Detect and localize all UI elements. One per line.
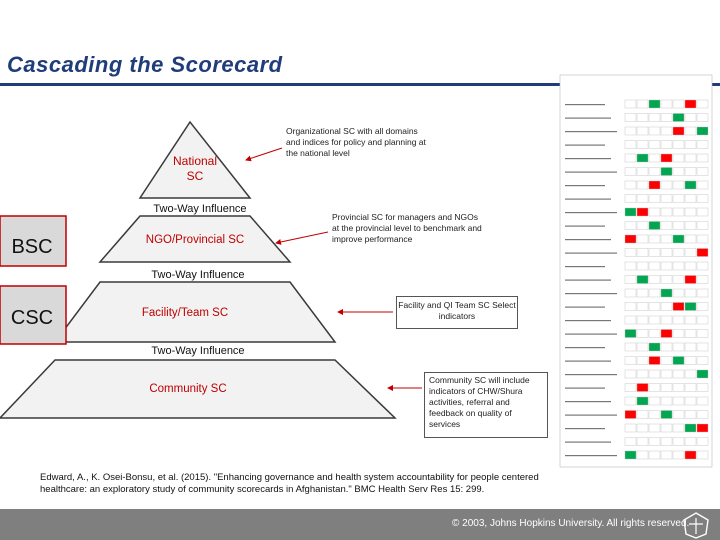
scorecard-cell (697, 330, 708, 338)
scorecard-row-label (565, 185, 605, 186)
scorecard-cell (661, 451, 672, 459)
scorecard-cell (685, 262, 696, 270)
scorecard-cell (637, 424, 648, 432)
scorecard-cell (661, 168, 672, 176)
scorecard-cell (673, 168, 684, 176)
ngo-provincial-sc-label: NGO/Provincial SC (145, 234, 245, 246)
scorecard-cell (685, 411, 696, 419)
scorecard-cell (685, 303, 696, 311)
scorecard-cell (625, 384, 636, 392)
citation: Edward, A., K. Osei-Bonsu, et al. (2015). "Enhancing governance and health system accountability for people centered healthcare: an exploratory study of community scorecards in Afghanistan." BMC Health Serv Res 15: 299. (40, 472, 539, 495)
scorecard-cell (661, 438, 672, 446)
scorecard-cell (685, 154, 696, 162)
scorecard-cell (673, 451, 684, 459)
scorecard-cell (649, 411, 660, 419)
scorecard-cell (697, 181, 708, 189)
scorecard-cell (697, 411, 708, 419)
scorecard-cell (649, 154, 660, 162)
scorecard-cell (685, 397, 696, 405)
scorecard-cell (673, 100, 684, 108)
scorecard-cell (649, 451, 660, 459)
scorecard-cell (697, 316, 708, 324)
scorecard-cell (661, 154, 672, 162)
scorecard-cell (649, 303, 660, 311)
scorecard-cell (697, 222, 708, 230)
scorecard-cell (649, 235, 660, 243)
scorecard-cell (637, 330, 648, 338)
scorecard-cell (673, 276, 684, 284)
scorecard-cell (673, 127, 684, 135)
scorecard-cell (673, 397, 684, 405)
facility-annotation-box (396, 296, 518, 329)
scorecard-cell (625, 181, 636, 189)
scorecard-cell (625, 370, 636, 378)
scorecard-cell (673, 222, 684, 230)
scorecard-row-label (565, 104, 605, 105)
scorecard-cell (625, 208, 636, 216)
scorecard-cell (625, 100, 636, 108)
two-way-influence-3: Two-Way Influence (151, 345, 245, 357)
scorecard-cell (637, 195, 648, 203)
scorecard-cell (625, 451, 636, 459)
scorecard-cell (685, 384, 696, 392)
scorecard-cell (673, 114, 684, 122)
facility-annotation: Facility and QI Team SC Select indicators (398, 300, 516, 321)
scorecard-thumbnail (555, 72, 715, 472)
scorecard-cell (697, 357, 708, 365)
scorecard-cell (685, 222, 696, 230)
scorecard-cell (697, 154, 708, 162)
scorecard-cell (637, 114, 648, 122)
scorecard-cell (637, 276, 648, 284)
scorecard-cell (661, 222, 672, 230)
scorecard-cell (625, 195, 636, 203)
scorecard-row-label (565, 293, 617, 294)
scorecard-cell (637, 168, 648, 176)
university-seal-icon (678, 510, 714, 540)
scorecard-cell (685, 316, 696, 324)
scorecard-cell (649, 343, 660, 351)
scorecard-cell (685, 114, 696, 122)
facility-team-sc-label: Facility/Team SC (141, 307, 229, 319)
scorecard-cell (697, 141, 708, 149)
scorecard-row-label (565, 212, 617, 213)
scorecard-cell (697, 370, 708, 378)
scorecard-cell (673, 384, 684, 392)
scorecard-row-label (565, 118, 611, 119)
scorecard-cell (685, 100, 696, 108)
scorecard-cell (649, 424, 660, 432)
scorecard-row-label (565, 320, 611, 321)
bsc-badge-label: BSC (11, 236, 53, 258)
scorecard-cell (673, 141, 684, 149)
scorecard-cell (685, 235, 696, 243)
scorecard-cell (661, 316, 672, 324)
scorecard-cell (697, 235, 708, 243)
scorecard-row-label (565, 361, 611, 362)
scorecard-cell (637, 303, 648, 311)
scorecard-cell (673, 316, 684, 324)
scorecard-cell (649, 357, 660, 365)
scorecard-cell (661, 370, 672, 378)
scorecard-cell (625, 357, 636, 365)
csc-badge-label: CSC (10, 307, 54, 329)
scorecard-row-label (565, 401, 611, 402)
scorecard-cell (661, 181, 672, 189)
scorecard-row-label (565, 455, 617, 456)
scorecard-row-label (565, 266, 605, 267)
scorecard-cell (661, 195, 672, 203)
scorecard-cell (625, 154, 636, 162)
scorecard-cell (661, 276, 672, 284)
scorecard-cell (625, 397, 636, 405)
scorecard-cell (649, 100, 660, 108)
copyright-text: © 2003, Johns Hopkins University. All rights reserved. (452, 518, 690, 529)
scorecard-cell (637, 316, 648, 324)
scorecard-cell (697, 127, 708, 135)
scorecard-cell (685, 141, 696, 149)
scorecard-row-label (565, 131, 617, 132)
scorecard-row-label (565, 307, 605, 308)
scorecard-row-label (565, 388, 605, 389)
scorecard-row-label (565, 226, 605, 227)
scorecard-cell (625, 276, 636, 284)
scorecard-cell (637, 262, 648, 270)
scorecard-cell (625, 289, 636, 297)
scorecard-cell (649, 276, 660, 284)
scorecard-cell (649, 208, 660, 216)
scorecard-cell (649, 316, 660, 324)
scorecard-cell (637, 343, 648, 351)
scorecard-cell (685, 451, 696, 459)
scorecard-cell (673, 411, 684, 419)
scorecard-cell (625, 438, 636, 446)
scorecard-cell (697, 195, 708, 203)
scorecard-cell (649, 370, 660, 378)
scorecard-cell (697, 168, 708, 176)
scorecard-cell (685, 168, 696, 176)
scorecard-cell (661, 343, 672, 351)
national-arrow (246, 148, 282, 160)
community-annotation-box (424, 372, 548, 438)
scorecard-cell (649, 397, 660, 405)
scorecard-cell (685, 424, 696, 432)
scorecard-cell (673, 262, 684, 270)
community-sc-label: Community SC (149, 383, 227, 395)
scorecard-cell (673, 303, 684, 311)
scorecard-cell (625, 316, 636, 324)
scorecard-cell (697, 438, 708, 446)
scorecard-cell (637, 384, 648, 392)
scorecard-cell (697, 262, 708, 270)
scorecard-cell (625, 343, 636, 351)
scorecard-cell (697, 424, 708, 432)
scorecard-cell (685, 208, 696, 216)
scorecard-cell (661, 235, 672, 243)
scorecard-cell (625, 262, 636, 270)
two-way-influence-2: Two-Way Influence (151, 269, 245, 281)
scorecard-cell (637, 289, 648, 297)
national-sc-label-line2: SC (186, 169, 204, 183)
scorecard-cell (661, 127, 672, 135)
scorecard-cell (685, 276, 696, 284)
scorecard-cell (649, 438, 660, 446)
scorecard-cell (625, 127, 636, 135)
scorecard-cell (637, 154, 648, 162)
scorecard-cell (661, 100, 672, 108)
scorecard-cell (637, 249, 648, 257)
scorecard-cell (637, 208, 648, 216)
scorecard-cell (625, 424, 636, 432)
scorecard-cell (625, 114, 636, 122)
scorecard-cell (697, 114, 708, 122)
scorecard-cell (637, 141, 648, 149)
scorecard-cell (673, 424, 684, 432)
scorecard-cell (697, 303, 708, 311)
scorecard-cell (649, 195, 660, 203)
scorecard-cell (661, 249, 672, 257)
scorecard-cell (685, 438, 696, 446)
scorecard-cell (649, 222, 660, 230)
scorecard-cell (637, 222, 648, 230)
scorecard-row-label (565, 442, 611, 443)
scorecard-row-label (565, 428, 605, 429)
national-annotation: Organizational SC with all domains and indices for policy and planning at the national level (286, 126, 426, 158)
scorecard-cell (673, 438, 684, 446)
scorecard-cell (697, 451, 708, 459)
scorecard-row-label (565, 280, 611, 281)
scorecard-cell (685, 181, 696, 189)
scorecard-cell (649, 262, 660, 270)
scorecard-cell (637, 127, 648, 135)
scorecard-cell (625, 330, 636, 338)
scorecard-row-label (565, 145, 605, 146)
scorecard-cell (625, 168, 636, 176)
scorecard-row-label (565, 253, 617, 254)
two-way-influence-1: Two-Way Influence (153, 203, 247, 215)
scorecard-cell (661, 262, 672, 270)
scorecard-cell (661, 289, 672, 297)
scorecard-cell (673, 343, 684, 351)
scorecard-cell (697, 100, 708, 108)
scorecard-cell (685, 249, 696, 257)
scorecard-cell (673, 370, 684, 378)
scorecard-cell (625, 222, 636, 230)
page-title: Cascading the Scorecard (7, 52, 283, 77)
scorecard-cell (661, 397, 672, 405)
scorecard-row-label (565, 374, 617, 375)
scorecard-cell (649, 168, 660, 176)
national-sc-label-line1: National (172, 154, 218, 168)
scorecard-cell (661, 357, 672, 365)
scorecard-cell (625, 235, 636, 243)
scorecard-row-label (565, 334, 617, 335)
scorecard-cell (649, 249, 660, 257)
scorecard-cell (637, 438, 648, 446)
scorecard-cell (649, 127, 660, 135)
scorecard-cell (673, 289, 684, 297)
scorecard-cell (649, 141, 660, 149)
scorecard-row-label (565, 347, 605, 348)
scorecard-cell (637, 370, 648, 378)
scorecard-cell (661, 411, 672, 419)
scorecard-cell (685, 289, 696, 297)
scorecard-cell (649, 181, 660, 189)
scorecard-cell (697, 208, 708, 216)
scorecard-cell (649, 330, 660, 338)
scorecard-cell (637, 451, 648, 459)
scorecard-cell (649, 289, 660, 297)
scorecard-cell (685, 127, 696, 135)
scorecard-cell (637, 100, 648, 108)
scorecard-cell (685, 195, 696, 203)
scorecard-cell (637, 181, 648, 189)
scorecard-cell (673, 357, 684, 365)
scorecard-cell (661, 384, 672, 392)
scorecard-cell (673, 235, 684, 243)
scorecard-cell (661, 141, 672, 149)
scorecard-cell (625, 141, 636, 149)
scorecard-cell (697, 397, 708, 405)
scorecard-cell (673, 208, 684, 216)
scorecard-row-label (565, 239, 611, 240)
scorecard-cell (673, 154, 684, 162)
scorecard-cell (637, 235, 648, 243)
scorecard-cell (625, 303, 636, 311)
scorecard-cell (697, 289, 708, 297)
scorecard-cell (697, 343, 708, 351)
scorecard-cell (673, 330, 684, 338)
scorecard-cell (661, 303, 672, 311)
scorecard-row-label (565, 172, 617, 173)
scorecard-cell (697, 249, 708, 257)
scorecard-cell (673, 249, 684, 257)
scorecard-row-label (565, 415, 617, 416)
scorecard-cell (697, 384, 708, 392)
scorecard-cell (685, 330, 696, 338)
scorecard-cell (649, 384, 660, 392)
scorecard-cell (685, 357, 696, 365)
scorecard-row-label (565, 158, 611, 159)
scorecard-cell (661, 208, 672, 216)
scorecard-cell (637, 357, 648, 365)
scorecard-cell (685, 343, 696, 351)
provincial-annotation: Provincial SC for managers and NGOs at the provincial level to benchmark and improve performance (332, 212, 482, 244)
scorecard-row-label (565, 199, 611, 200)
scorecard-cell (661, 424, 672, 432)
scorecard-cell (673, 181, 684, 189)
scorecard-cell (661, 330, 672, 338)
scorecard-cell (673, 195, 684, 203)
scorecard-cell (637, 397, 648, 405)
scorecard-cell (625, 249, 636, 257)
provincial-arrow (276, 232, 328, 243)
scorecard-cell (697, 276, 708, 284)
scorecard-cell (637, 411, 648, 419)
scorecard-cell (649, 114, 660, 122)
scorecard-cell (625, 411, 636, 419)
scorecard-cell (685, 370, 696, 378)
community-annotation: Community SC will include indicators of CHW/Shura activities, referral and feedback on quality of services (429, 375, 530, 429)
scorecard-cell (661, 114, 672, 122)
